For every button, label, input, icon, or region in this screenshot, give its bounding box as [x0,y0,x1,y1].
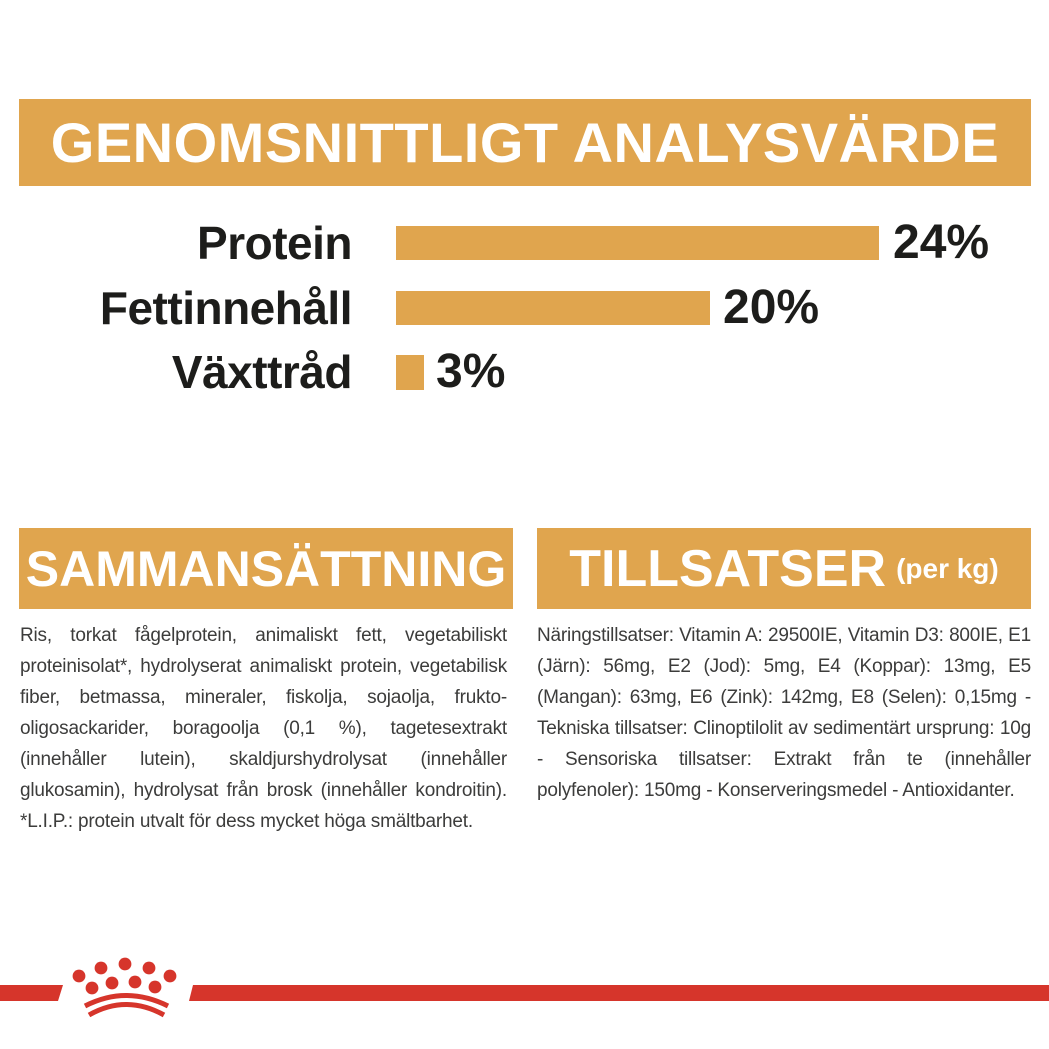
additives-title-suffix: (per kg) [896,552,999,584]
additives-header-banner [537,528,1031,609]
chart-value-label: 3% [436,345,506,398]
composition-text: Ris, torkat fågelprotein, animaliskt fett, vegetabiliskt proteinisolat*, hydrolyserat animaliskt protein, vegetabilisk fiber, betmassa, mineraler, fiskolja, sojaolja, frukto-oligosackarider, boragoolja (0,1 %), tagetesextrakt (innehåller lutein), skaldjurshydrolysat (innehåller glukosamin), hydrolysat från brosk (innehåller kondroitin). *L.I.P.: protein utvalt för dess mycket höga smältbarhet. [20,625,507,832]
chart-category-label: Protein [197,217,352,269]
chart-bar-protein [396,226,879,260]
composition-header-banner [19,528,513,609]
footer-divider-line-right [189,985,1049,1001]
additives-text: Näringstillsatser: Vitamin A: 29500IE, Vitamin D3: 800IE, E1 (Järn): 56mg, E2 (Jod): 5mg, E4 (Koppar): 13mg, E5 (Mangan): 63mg, E6 (Zink): 142mg, E8 (Selen): 0,15mg - Tekniska tillsatser: Clinoptilolit av sedimentärt ursprung: 10g - Sensoriska tillsatser: Extrakt från te (innehåller polyfenoler): 150mg - Konserveringsmedel - Antioxidanter. [537,625,1031,801]
chart-value-label: 24% [893,216,990,269]
additives-title: TILLSATSER [569,539,887,598]
composition-title: SAMMANSÄTTNING [25,540,507,597]
chart-category-label: Fettinnehåll [99,282,352,334]
analysis-header-title: GENOMSNITTLIGT ANALYSVÄRDE [50,111,1000,174]
footer-divider-line-left [0,985,63,1001]
chart-bar-fat [396,291,710,325]
chart-bar-fibre [396,355,424,390]
chart-category-label: Växttråd [171,346,352,398]
royal-canin-crown-icon [70,952,184,1018]
chart-value-label: 20% [723,281,820,334]
analysis-header-banner [19,99,1031,186]
